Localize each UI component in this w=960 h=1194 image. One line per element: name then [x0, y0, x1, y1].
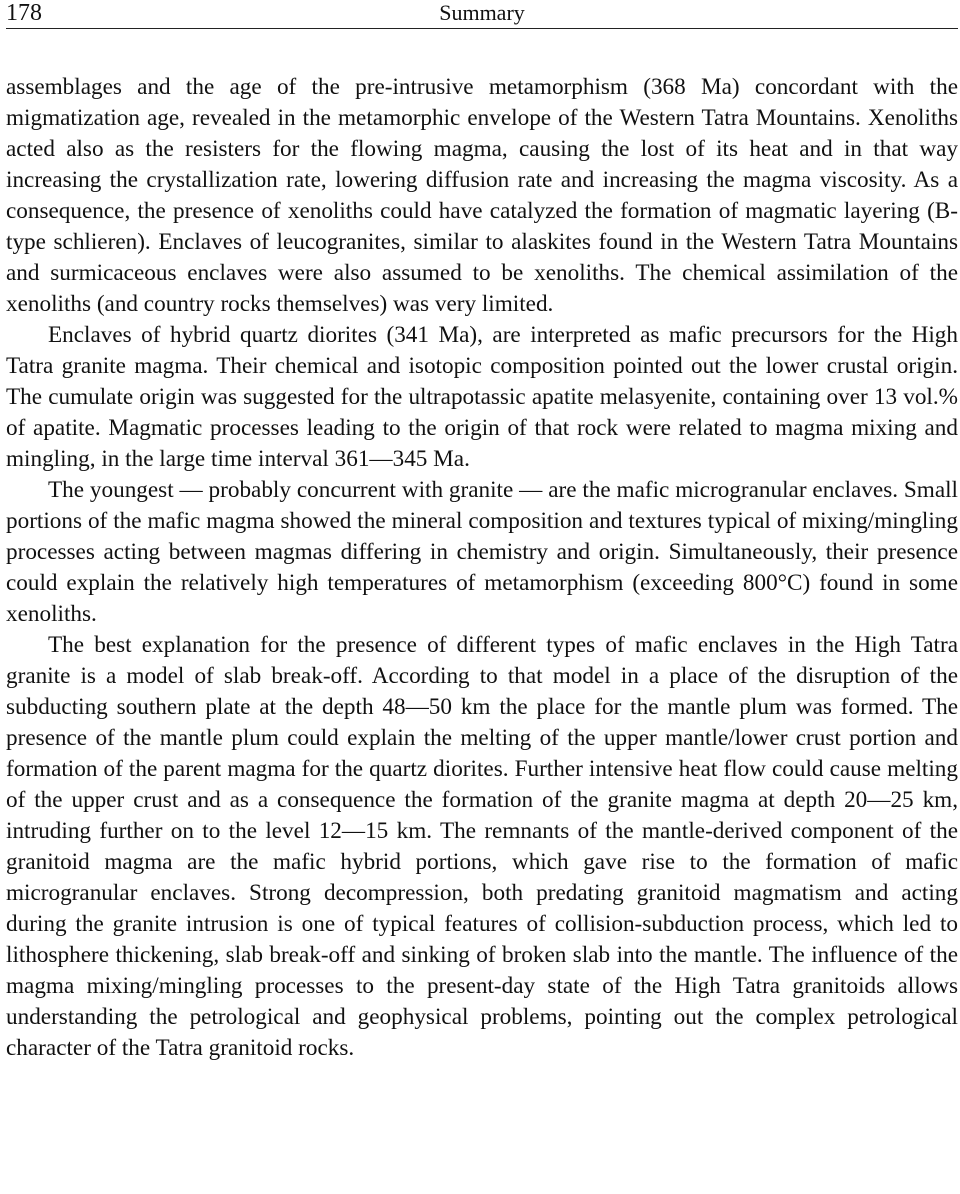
paragraph-quartz-diorites: Enclaves of hybrid quartz diorites (341 Ma), are interpreted as mafic precursors for the High Tatra granite magma. Their chemical and isotopic composition pointed out the lower crustal origin. The cumulate origin was suggested for the ultrapotassic apatite melasyenite, containing over 13 vol.% of apatite. Magmatic processes leading to the origin of that rock were related to magma mixing and mingling, in the large time interval 361—345 Ma.	[6, 322, 958, 472]
running-header	[6, 0, 958, 29]
body-text	[6, 72, 958, 1064]
paragraph-continued: assemblages and the age of the pre-intrusive metamorphism (368 Ma) concordant with the migmatization age, revealed in the metamorphic envelope of the Western Tatra Mountains. Xenoliths acted also as the resisters for the flowing magma, causing the lost of its heat and in that way increasing the crystallization rate, lowering diffusion rate and increasing the magma viscosity. As a consequence, the presence of xenoliths could have catalyzed the formation of magmatic layering (B-type schlieren). Enclaves of leucogranites, similar to alaskites found in the Western Tatra Mountains and surmicaceous enclaves were also assumed to be xenoliths. The chemical assimilation of the xenoliths (and country rocks themselves) was very limited.	[6, 74, 958, 317]
page-number: 178	[6, 0, 42, 26]
paragraph-slab-break-off: The best explanation for the presence of different types of mafic enclaves in the High Tatra granite is a model of slab break-off. According to that model in a place of the disruption of the subducting southern plate at the depth 48—50 km the place for the mantle plum was formed. The presence of the mantle plum could explain the melting of the upper mantle/lower crust portion and formation of the parent magma for the quartz diorites. Further intensive heat flow could cause melting of the upper crust and as a consequence the formation of the granite magma at depth 20—25 km, intruding further on to the level 12—15 km. The remnants of the mantle-derived component of the granitoid magma are the mafic hybrid portions, which gave rise to the formation of mafic microgranular enclaves. Strong decompression, both predating granitoid magmatism and acting during the granite intrusion is one of typical features of collision-subduction process, which led to lithosphere thickening, slab break-off and sinking of broken slab into the mantle. The influence of the magma mixing/mingling processes to the present-day state of the High Tatra granitoids allows understanding the petrological and geophysical problems, pointing out the complex petrological character of the Tatra granitoid rocks.	[6, 632, 958, 1061]
running-title: Summary	[439, 0, 525, 25]
paragraph-mafic-microgranular-enclaves: The youngest — probably concurrent with granite — are the mafic microgranular enclaves. Small portions of the mafic magma showed the mineral composition and textures typical of mixing/mingling processes acting between magmas differing in chemistry and origin. Simultaneously, their presence could explain the relatively high temperatures of metamorphism (exceeding 800°C) found in some xenoliths.	[6, 477, 958, 627]
document-page	[6, 0, 958, 1194]
